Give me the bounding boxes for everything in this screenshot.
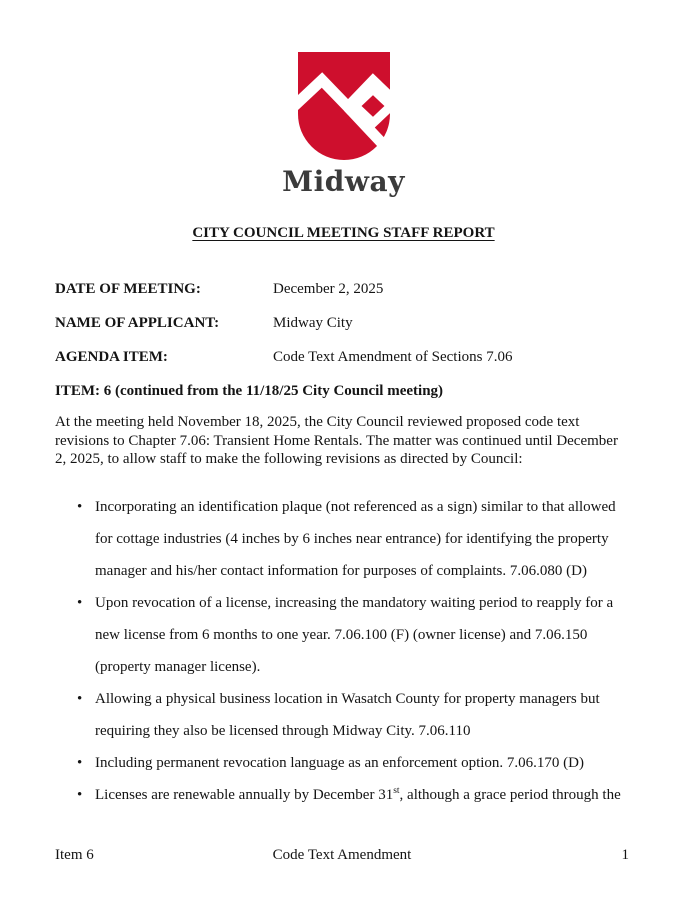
revision-bullet-list <box>55 491 632 811</box>
bullet-text-after: , although a grace period through the <box>399 786 621 803</box>
info-label-date: DATE OF MEETING: <box>55 281 201 297</box>
bullet-item-license-renewal <box>55 779 632 811</box>
info-row-agenda-item <box>55 348 632 366</box>
page-footer <box>55 846 629 864</box>
info-value-agenda-item: Code Text Amendment of Sections 7.06 <box>273 349 513 365</box>
page-title: CITY COUNCIL MEETING STAFF REPORT <box>192 225 495 241</box>
footer-document-title: Code Text Amendment <box>272 847 412 863</box>
info-label-agenda-item: AGENDA ITEM: <box>55 349 168 365</box>
ordinal-superscript: st <box>393 785 400 796</box>
info-row-date <box>55 280 632 298</box>
bullet-item-revocation-waiting: • Upon revocation of a license, increasing the mandatory waiting period to reapply for a new license from 6 months to one year. 7.06.100 (F) (owner license) and 7.06.150 (property manager license). <box>55 587 632 683</box>
bullet-text-before: Licenses are renewable annually by December 31 <box>95 786 394 803</box>
intro-paragraph: At the meeting held November 18, 2025, the City Council reviewed proposed code text revisions to Chapter 7.06: Transient Home Rentals. The matter was continued until December 2, 2025, to allow staff to make the following revisions as directed by Council: <box>55 414 618 467</box>
midway-city-logo <box>55 52 632 197</box>
midway-wordmark: Midway <box>282 165 405 198</box>
info-value-date: December 2, 2025 <box>273 281 384 297</box>
bullet-item-permanent-revocation: • Including permanent revocation language as an enforcement option. 7.06.170 (D) <box>55 747 632 779</box>
bullet-item-plaque: • Incorporating an identification plaque (not referenced as a sign) similar to that allowed for cottage industries (4 inches by 6 inches near entrance) for identifying the property manager and his/her contact information for purposes of complaints. 7.06.080 (D) <box>55 491 632 587</box>
bullet-item-business-location: • Allowing a physical business location in Wasatch County for property managers but requiring they also be licensed through Midway City. 7.06.110 <box>55 683 632 747</box>
footer-item-number: Item 6 <box>55 847 94 863</box>
footer-page-number: 1 <box>621 847 629 863</box>
midway-shield-icon <box>296 52 392 164</box>
info-value-applicant: Midway City <box>273 315 353 331</box>
item-heading: ITEM: 6 (continued from the 11/18/25 City Council meeting) <box>55 383 444 399</box>
meeting-info-section <box>55 280 632 366</box>
info-row-applicant <box>55 314 632 332</box>
info-label-applicant: NAME OF APPLICANT: <box>55 315 220 331</box>
